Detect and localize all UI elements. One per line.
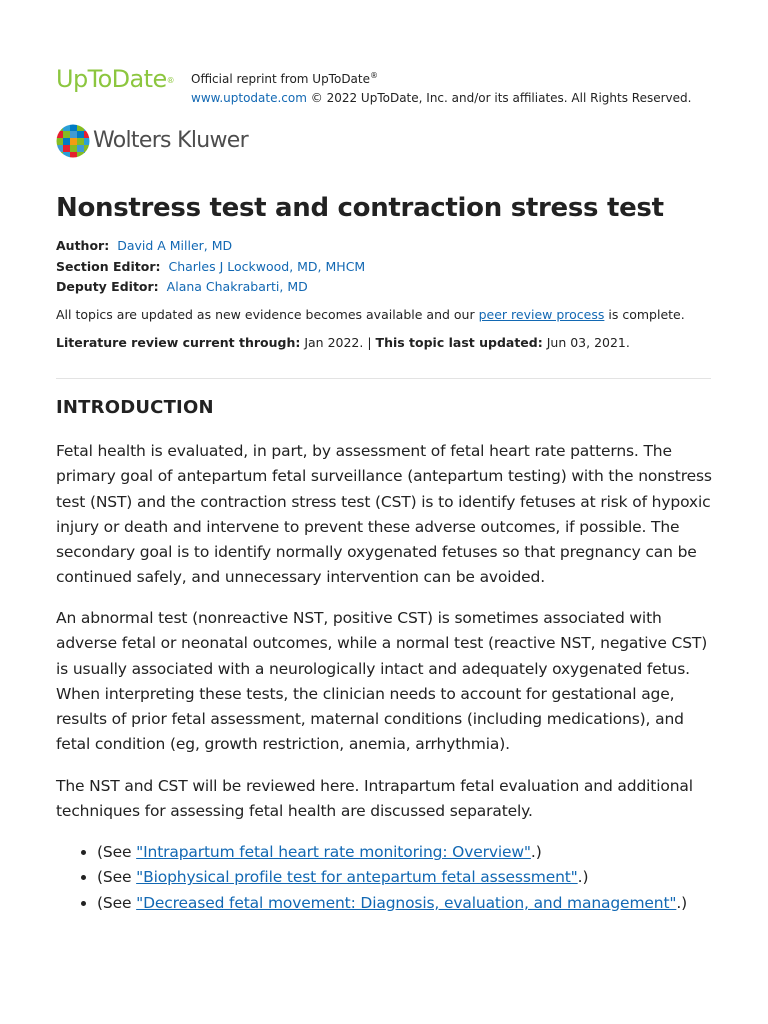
reprint-header: [56, 64, 711, 104]
biophysical-profile-link[interactable]: "Biophysical profile test for antepartum fetal assessment": [136, 868, 578, 887]
section-editor-label: Section Editor:: [56, 258, 161, 274]
last-updated-label: This topic last updated:: [375, 335, 543, 350]
intro-paragraph-2: An abnormal test (nonreactive NST, positive CST) is sometimes associated with adverse fetal or neonatal outcomes, while a normal test (reactive NST, negative CST) is usually associated with a neurologically intact and adequately oxygenated fetus. When interpreting these tests, the clinician needs to account for gestational age, results of prior fetal assessment, maternal conditions (including medications), and fetal condition (eg, growth restriction, anemia, arrhythmia).: [56, 609, 708, 754]
uptodate-site-link[interactable]: www.uptodate.com: [191, 91, 307, 105]
copyright-text: © 2022 UpToDate, Inc. and/or its affiliates. All Rights Reserved.: [310, 91, 692, 105]
update-note-text: All topics are updated as new evidence becomes available and our: [56, 307, 475, 322]
author-row: [56, 236, 365, 257]
intro-paragraph-3: The NST and CST will be reviewed here. Intrapartum fetal evaluation and additional techniques for assessing fetal health are discussed separately.: [56, 777, 693, 821]
list-item: [97, 891, 687, 916]
see-prefix: (See: [97, 843, 137, 861]
lit-review-date: Jan 2022.: [304, 335, 364, 350]
uptodate-logo-text: UpToDate: [56, 65, 167, 93]
update-note-end: is complete.: [608, 307, 685, 322]
author-label: Author:: [56, 238, 110, 253]
article-credits: [56, 236, 365, 298]
update-policy-note: [56, 305, 685, 325]
section-editor-row: [56, 257, 365, 278]
see-suffix: .): [530, 843, 542, 861]
last-updated-date: Jun 03, 2021.: [546, 335, 630, 350]
wolters-kluwer-mosaic-icon: [56, 124, 90, 158]
section-editor-link[interactable]: Charles J Lockwood, MD, MHCM: [168, 258, 366, 274]
see-suffix: .): [577, 868, 589, 887]
lit-review-label: Literature review current through:: [56, 335, 301, 350]
date-separator: |: [367, 335, 372, 350]
deputy-editor-link[interactable]: Alana Chakrabarti, MD: [166, 279, 308, 294]
see-prefix: (See: [97, 868, 137, 887]
uptodate-logo: [56, 64, 174, 94]
reprint-registered-mark: ®: [370, 71, 378, 80]
page-title: Nonstress test and contraction stress test: [56, 193, 664, 223]
registered-mark: ®: [166, 76, 175, 85]
see-prefix: (See: [97, 893, 137, 912]
review-dates: [56, 333, 630, 353]
wolters-kluwer-wordmark: Wolters Kluwer: [93, 128, 248, 153]
decreased-fetal-movement-link[interactable]: "Decreased fetal movement: Diagnosis, evaluation, and management": [136, 893, 677, 912]
section-divider: [56, 378, 711, 379]
list-item: [97, 840, 687, 865]
author-link[interactable]: David A Miller, MD: [117, 238, 233, 253]
list-item: [97, 865, 687, 890]
deputy-editor-label: Deputy Editor:: [56, 279, 159, 294]
see-suffix: .): [676, 893, 688, 912]
peer-review-process-link[interactable]: peer review process: [478, 307, 605, 322]
introduction-heading: INTRODUCTION: [56, 397, 214, 418]
intrapartum-monitoring-link[interactable]: "Intrapartum fetal heart rate monitoring: Overview": [136, 843, 531, 861]
reprint-notice: [191, 66, 691, 108]
reprint-line: Official reprint from UpToDate: [191, 72, 370, 86]
deputy-editor-row: [56, 277, 365, 298]
see-also-list: [56, 840, 687, 916]
intro-paragraph-1: Fetal health is evaluated, in part, by assessment of fetal heart rate patterns. The primary goal of antepartum fetal surveillance (antepartum testing) with the nonstress test (NST) and the contraction stress test (CST) is to identify fetuses at risk of hypoxic injury or death and intervene to prevent these adverse outcomes, if possible. The secondary goal is to identify normally oxygenated fetuses so that pregnancy can be continued safely, and unnecessary intervention can be avoided.: [56, 442, 712, 587]
